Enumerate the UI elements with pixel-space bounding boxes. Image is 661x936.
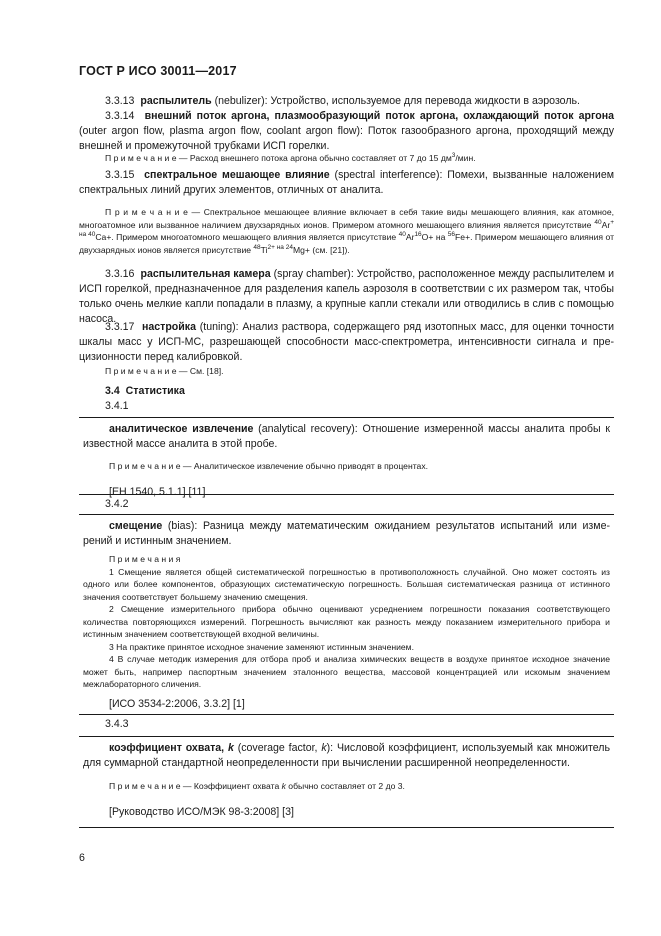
term-3-3-13: 3.3.13 распылитель (nebulizer): Устройство, используемое для перевода жидкости в аэрозоль. — [105, 95, 580, 107]
term-number-3-4-2: 3.4.2 — [105, 498, 129, 510]
term-title: спектральное мешающее влияние — [144, 169, 330, 181]
notes-label: П р и м е ч а н и я — [109, 554, 181, 564]
term-box-3-4-2 — [79, 514, 614, 715]
note-3-3-17: П р и м е ч а н и е — См. [18]. — [105, 366, 224, 376]
term-definition: коэффициент охвата, k (coverage factor, k): Числовой коэффициент, используемый как множитель для суммарной стандартной неопределенности при вычислении расширенной неопределенности. — [83, 742, 611, 769]
note-item: 1 Смещение является общей систематической погрешностью в противоположность случайной. Оно может состоять из одного или более компонентов, образующих систематическую погрешность. Большая систематическая разница от истинного значения соответствует большему значению смещения. — [83, 566, 610, 602]
term-title: настройка — [141, 321, 196, 333]
term-note: П р и м е ч а н и е — Коэффициент охвата k обычно составляет от 2 до 3. — [109, 781, 405, 791]
term-source-ref: [Руководство ИСО/МЭК 98-3:2008] [3] — [109, 805, 294, 818]
term-3-3-17: 3.3.17 настройка (tuning): Анализ раствора, содержащего ряд изотопных масс, для оценки точности шкалы масс у ИСП-МС, разрешающей способности масс-спектрометра, интенсивности сигнала и прецизионности перед калибровкой. — [79, 321, 614, 363]
page-number: 6 — [79, 852, 85, 864]
note-3-3-15: П р и м е ч а н и е — Спектральное мешающее влияние включает в себя такие виды мешающего влияния, как атомное, многоатомное или вызванное наличием двухзарядных ионов. Примером атомного мешающего влияния является присутствие $^{40}Ar^{+ на}$ $^{40}$Ca+. Примером многоатомного мешающего влияния является присутствие $^{40}Ar^{16}O+$ на $^{56}$Fe+. Примером мешающего влияния от двухзарядных ионов является присутствие $^{48}Ti^{2+ на}$ $^{24}$Mg+ (см. [21]). — [79, 207, 615, 255]
term-box-3-4-1 — [79, 417, 614, 498]
term-title: внешний поток аргона, плазмообразующий поток аргона, охлаждающий поток аргона — [144, 110, 614, 122]
term-title: распылитель — [140, 95, 212, 107]
term-number-3-4-3: 3.4.3 — [105, 718, 129, 730]
term-note: П р и м е ч а н и е — Аналитическое извлечение обычно приводят в процентах. — [109, 461, 429, 471]
term-3-3-15: 3.3.15 спектральное мешающее влияние (spectral interference): Помехи, вызванные наложением спектральных линий других элементов, отличных от аналита. — [79, 169, 614, 196]
section-heading-3-4: 3.4 Статистика — [105, 385, 185, 397]
term-title: распылительная камера — [140, 268, 271, 280]
note-item: 2 Смещение измерительного прибора обычно оценивают усреднением погрешности показания соответствующего количества повторяющихся измерений. Погрешность вычисляют как разность между показанием измерительного прибора и истинным значением соответствующей входной величины. — [83, 604, 610, 639]
document-header: ГОСТ Р ИСО 30011—2017 — [79, 64, 237, 78]
term-definition: аналитическое извлечение (analytical recovery): Отношение измеренной массы аналита пробы к известной массе аналита в этой пробе. — [83, 423, 610, 450]
note-3-3-14: П р и м е ч а н и е — Расход внешнего потока аргона обычно составляет от 7 до 15 $дм^3$/мин. — [105, 152, 476, 163]
term-number-3-4-1: 3.4.1 — [105, 400, 129, 412]
term-3-3-14: 3.3.14 внешний поток аргона, плазмообразующий поток аргона, охлаждающий поток аргона (outer argon flow, plasma argon flow, coolant argon flow): Поток газообразного аргона, проходящий между внешней и промежуточной трубками ИСП горелки. — [79, 110, 614, 152]
term-definition: смещение (bias): Разница между математическим ожиданием результатов испытаний или измерений и истинным значением. — [83, 520, 610, 547]
term-3-3-16: 3.3.16 распылительная камера (spray chamber): Устройство, расположенное между распылителем и ИСП горелкой, предназначенное для разделения капель аэрозоля в соответствии с их размером так, чтобы только очень мелкие капли попадали в плазму, а крупные капли стекали или отводились в слив с помощью насоса. — [79, 268, 615, 325]
note-item: 3 На практике принятое исходное значение заменяют истинным значением. — [109, 641, 414, 652]
term-source-ref: [ИСО 3534-2:2006, 3.3.2] [1] — [109, 697, 245, 710]
term-box-3-4-3 — [79, 736, 614, 828]
term-source-ref: [ЕН 1540, 5.1.1] [11] — [109, 485, 206, 498]
note-item: 4 В случае методик измерения для отбора проб и анализа химических веществ в воздухе принятое исходное значение может быть, например паспортным значением эталонного вещества, массовой концентрацией или искомым значением межлабораторного сличения. — [83, 654, 610, 689]
